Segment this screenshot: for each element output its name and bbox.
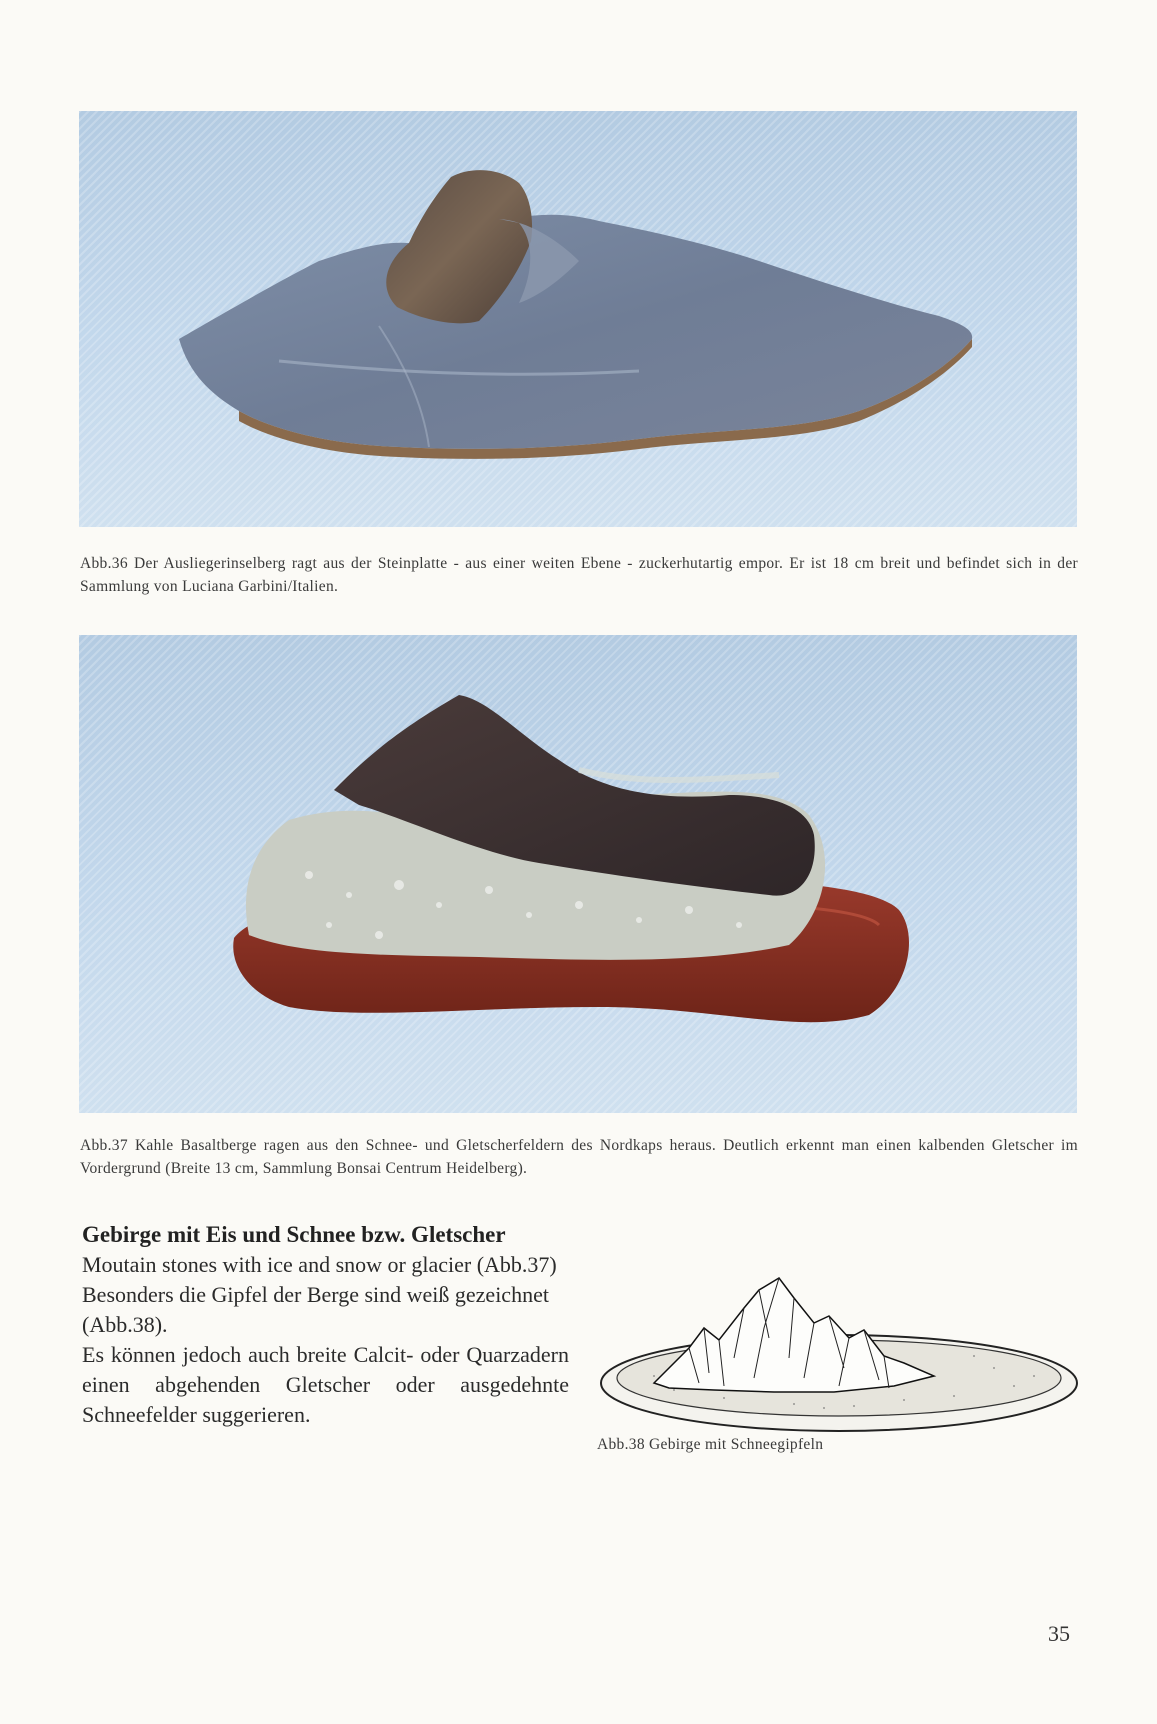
photo-abb37 — [79, 635, 1077, 1113]
caption-abb36: Abb.36 Der Ausliegerinselberg ragt aus der Steinplatte - aus einer weiten Ebene - zuckerhutartig empor. Er ist 18 cm breit und befindet sich in der Sammlung von Luciana Garbini/Italien. — [80, 555, 1078, 595]
drawing-abb38 — [594, 1268, 1084, 1438]
paragraph-1: Besonders die Gipfel der Berge sind weiß gezeichnet (Abb.38). — [82, 1282, 549, 1337]
page-number: 35 — [1048, 1621, 1070, 1646]
photo-abb36 — [79, 111, 1077, 527]
english-subtitle: Moutain stones with ice and snow or glacier (Abb.37) — [82, 1252, 557, 1277]
caption-abb37: Abb.37 Kahle Basaltberge ragen aus den Schnee- und Gletscherfeldern des Nordkaps heraus. Deutlich erkennt man einen kalbenden Gletscher im Vordergrund (Breite 13 cm, Sammlung Bonsai Centrum Heidelberg). — [80, 1137, 1078, 1177]
basalt-stone-image — [79, 635, 1077, 1113]
paragraph-2: Es können jedoch auch breite Calcit- oder Quarzadern einen abgehenden Gletscher oder ausgedehnte Schneefelder suggerieren. — [82, 1342, 569, 1427]
caption-abb38: Abb.38 Gebirge mit Schneegipfeln — [597, 1436, 824, 1453]
section-body — [82, 1250, 569, 1430]
section-heading: Gebirge mit Eis und Schnee bzw. Gletscher — [82, 1222, 506, 1247]
mountain-tray-drawing — [594, 1268, 1084, 1438]
stone-slab-image — [79, 111, 1077, 527]
